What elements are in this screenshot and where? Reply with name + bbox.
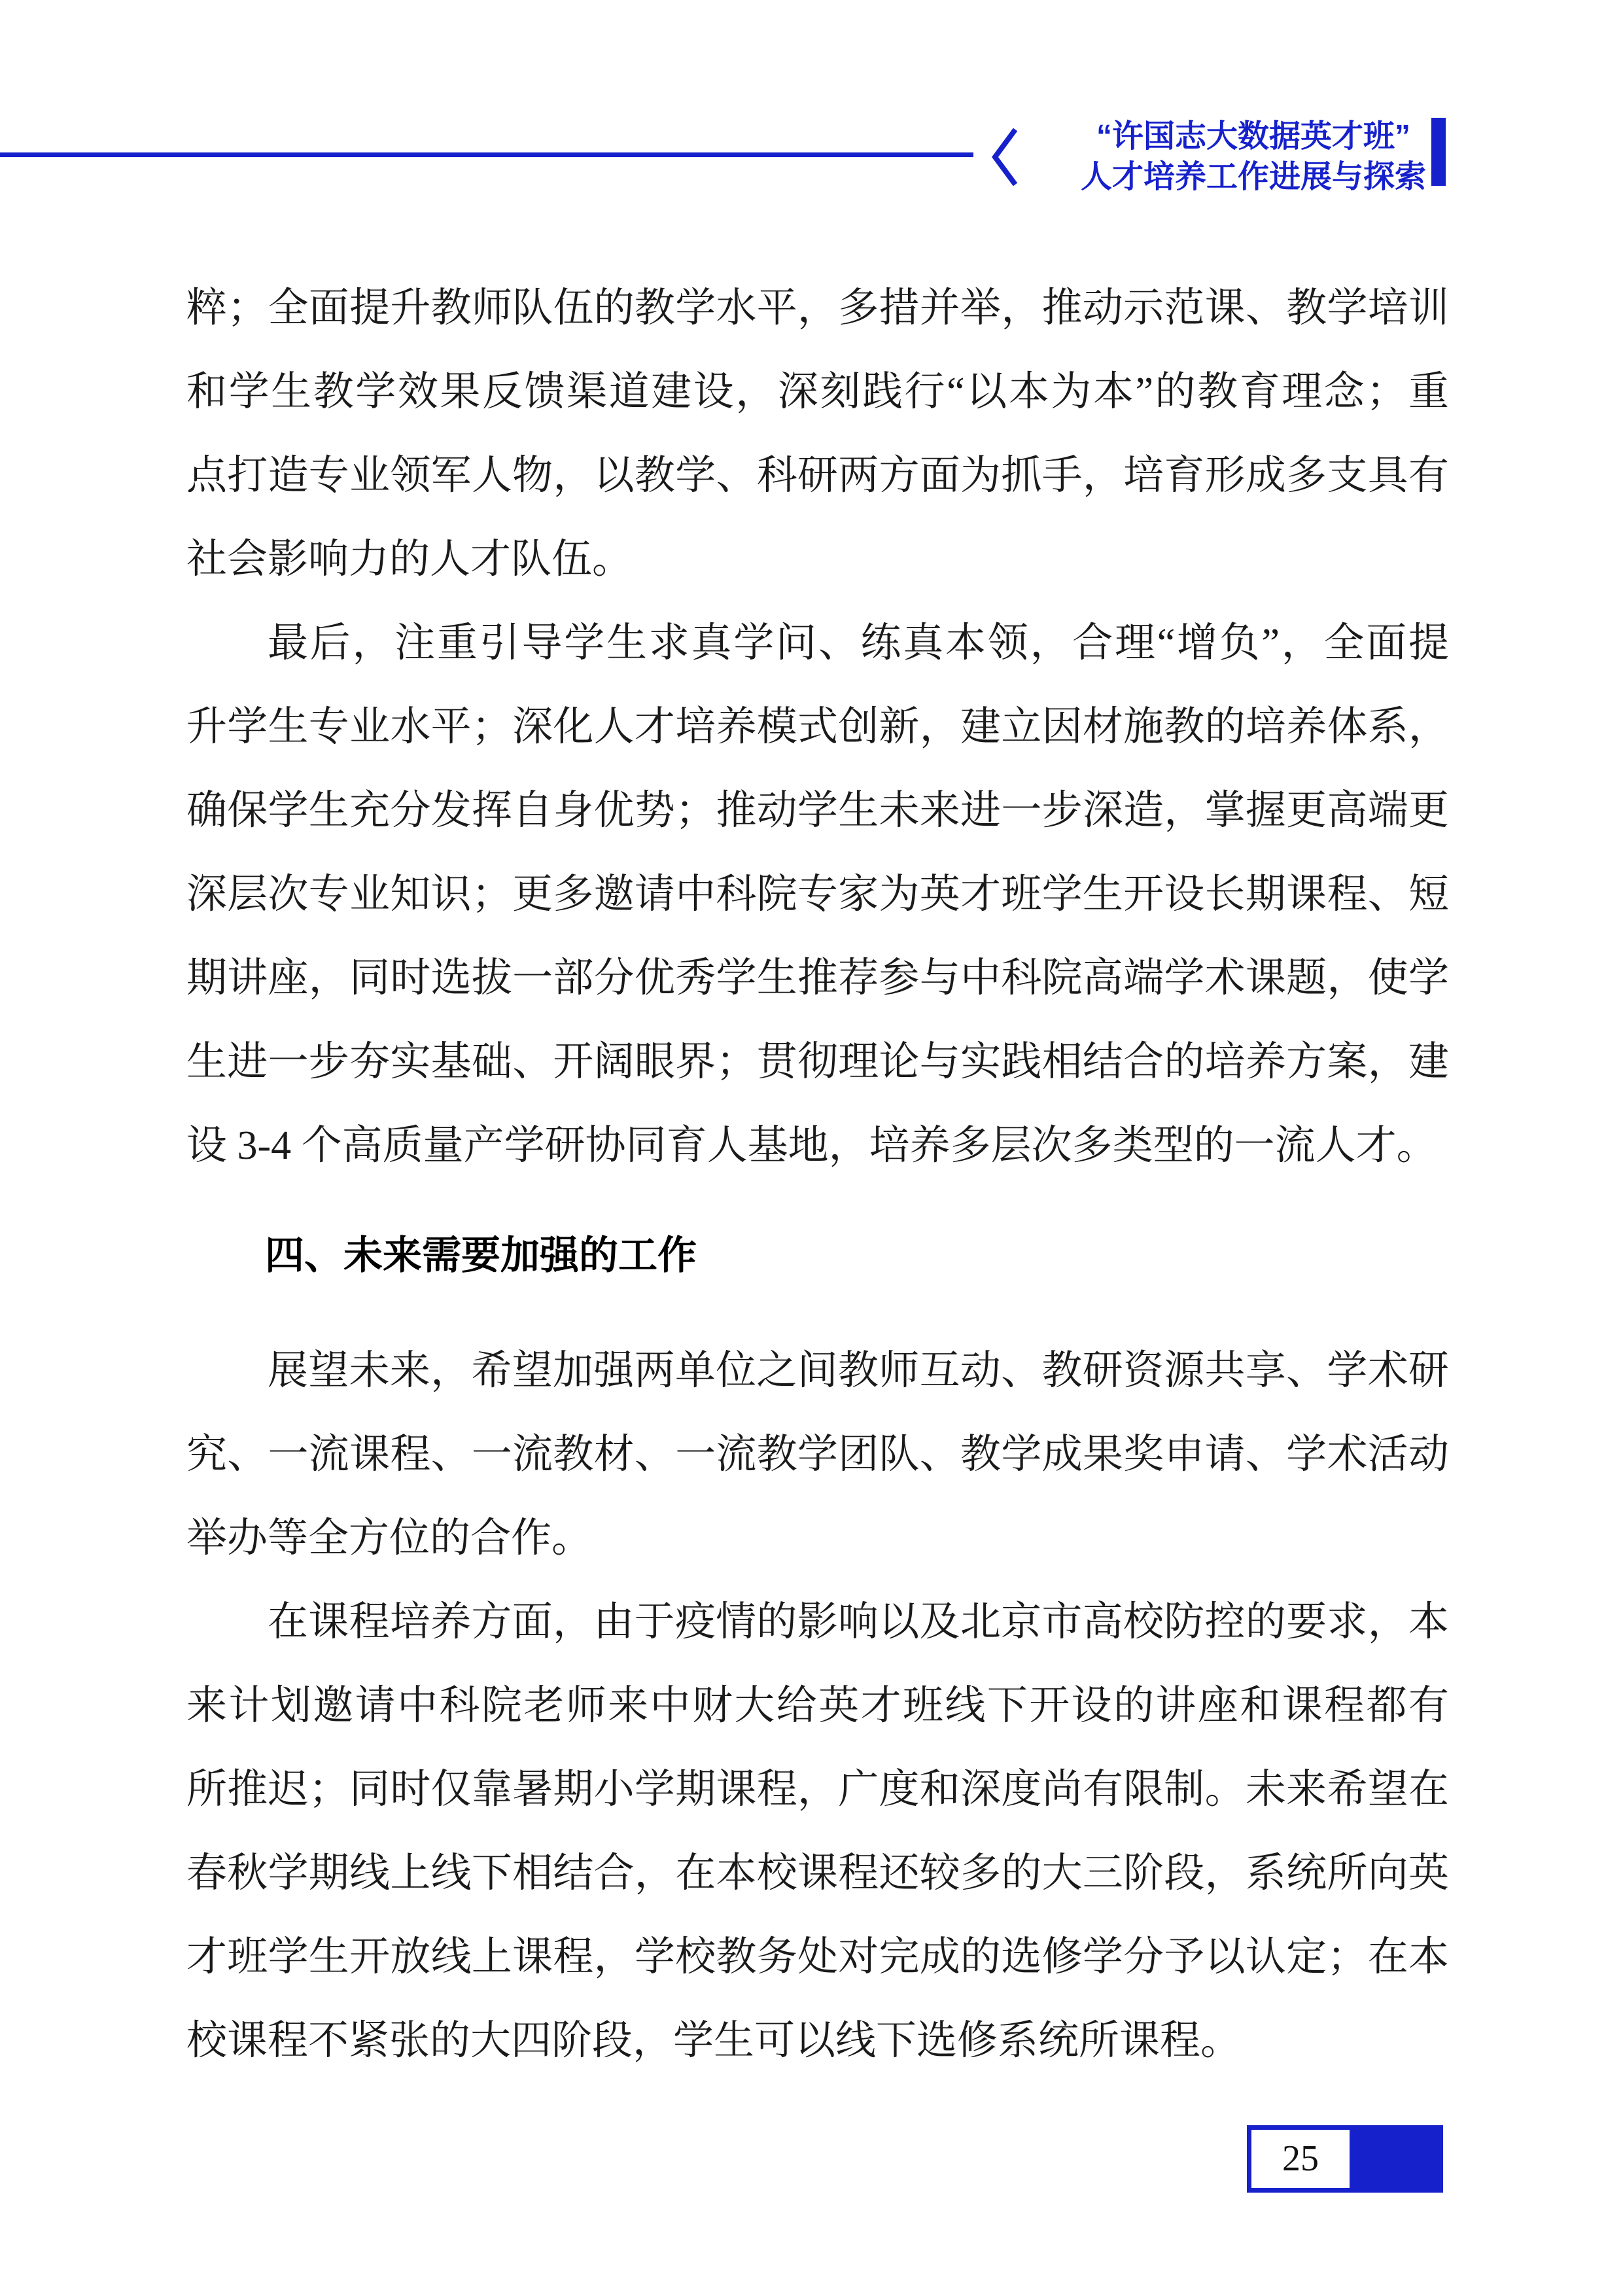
paragraph [186,1580,1449,2083]
text-line: 生进一步夯实基础、开阔眼界；贯彻理论与实践相结合的培养方案，建 [186,1040,1449,1084]
running-head-line2: 人才培养工作进展与探索 [1080,160,1426,194]
text-line: 展望未来，希望加强两单位之间教师互动、教研资源共享、学术研 [268,1349,1449,1393]
paragraph [186,266,1449,601]
text-line: 升学生专业水平；深化人才培养模式创新，建立因材施教的培养体系， [186,705,1449,749]
text-line: 在课程培养方面，由于疫情的影响以及北京市高校防控的要求，本 [268,1600,1449,1644]
text-line: 和学生教学效果反馈渠道建设，深刻践行“以本为本”的教育理念；重 [186,370,1449,414]
text-line: 期讲座，同时选拔一部分优秀学生推荐参与中科院高端学术课题，使学 [186,956,1449,1000]
footer-box [1247,2125,1443,2193]
text-line: 深层次专业知识；更多邀请中科院专家为英才班学生开设长期课程、短 [186,872,1449,917]
content [186,266,1449,2083]
text-line: 粹；全面提升教师队伍的教学水平，多措并举，推动示范课、教学培训 [186,286,1449,330]
text-line: 确保学生充分发挥自身优势；推动学生未来进一步深造，掌握更高端更 [186,788,1449,833]
text-line: 校课程不紧张的大四阶段，学生可以线下选修系统所课程。 [186,2019,1242,2063]
paragraph [186,1329,1449,1580]
section-heading: 四、未来需要加强的工作 [265,1233,697,1277]
text-line: 点打造专业领军人物，以教学、科研两方面为抓手，培育形成多支具有 [186,453,1449,498]
header-accent-bar [1431,118,1446,186]
chevron-left-icon [989,126,1021,188]
text-line: 最后，注重引导学生求真学问、练真本领，合理“增负”，全面提 [268,621,1449,665]
text-line: 究、一流课程、一流教材、一流教学团队、教学成果奖申请、学术活动 [186,1432,1449,1477]
text-line: 社会影响力的人才队伍。 [186,537,633,582]
header-rule-line [0,152,973,157]
page-number: 25 [1251,2130,1350,2188]
text-line: 设 3-4 个高质量产学研协同育人基地，培养多层次多类型的一流人才。 [186,1123,1437,1168]
running-head [1081,116,1426,198]
paragraph [186,601,1449,1188]
text-line: 举办等全方位的合作。 [186,1516,593,1561]
text-line: 才班学生开放线上课程，学校教务处对完成的选修学分予以认定；在本 [186,1935,1449,1979]
running-head-line1: “许国志大数据英才班” [1096,119,1410,154]
text-line: 所推迟；同时仅靠暑期小学期课程，广度和深度尚有限制。未来希望在 [186,1767,1449,1812]
text-line: 春秋学期线上线下相结合，在本校课程还较多的大三阶段，系统所向英 [186,1851,1449,1896]
text-line: 来计划邀请中科院老师来中财大给英才班线下开设的讲座和课程都有 [186,1684,1449,1728]
